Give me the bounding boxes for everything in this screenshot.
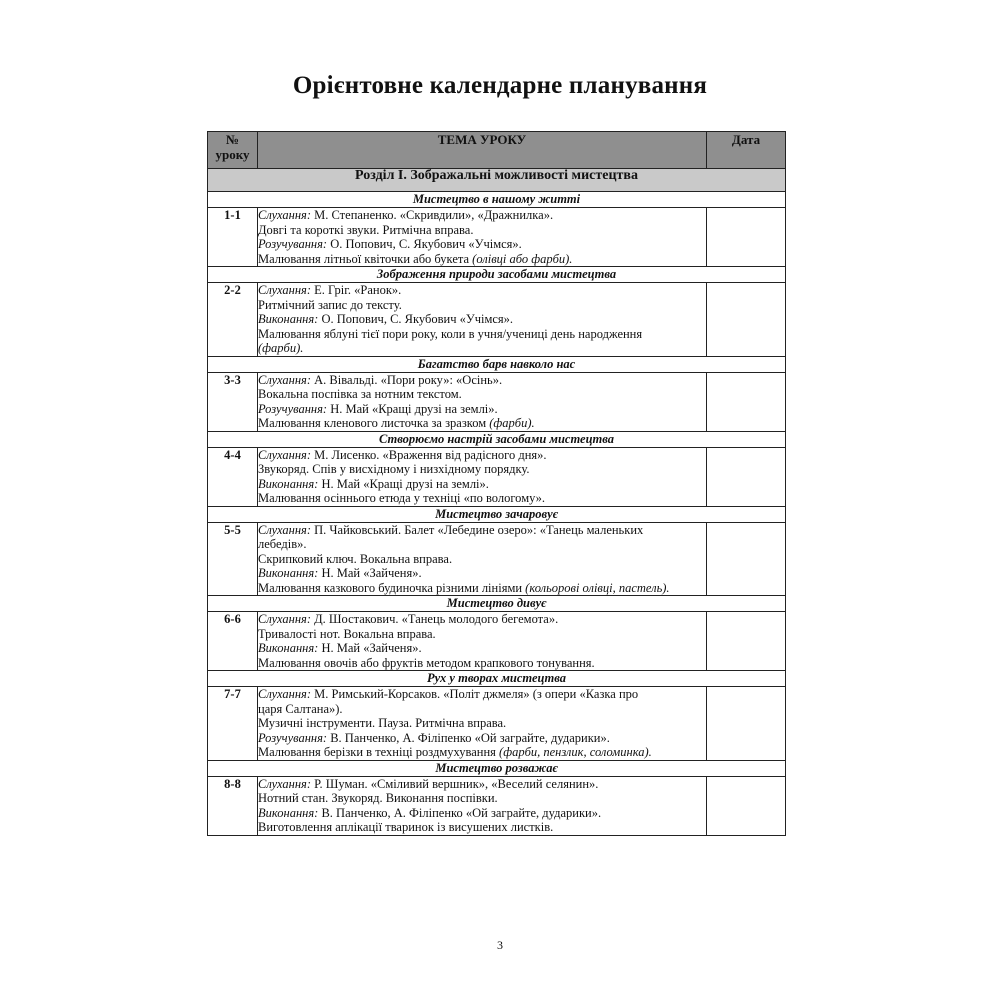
- lesson-row: [208, 208, 786, 267]
- lesson-line: [258, 581, 706, 596]
- lesson-date: [707, 612, 786, 671]
- lesson-line: [258, 627, 706, 642]
- topic-row: [208, 671, 786, 687]
- calendar-plan-table: [207, 131, 786, 836]
- activity-label: Розучування:: [258, 730, 328, 745]
- lesson-line: [258, 523, 706, 538]
- lesson-number: 7-7: [208, 687, 258, 761]
- lesson-row: [208, 372, 786, 431]
- lesson-content: [258, 208, 707, 267]
- lesson-line: [258, 252, 706, 267]
- lesson-line: [258, 283, 706, 298]
- activity-text: О. Попович, С. Якубович «Учімся».: [318, 312, 514, 326]
- topic-row: [208, 431, 786, 447]
- lesson-date: [707, 522, 786, 596]
- lesson-content: [258, 522, 707, 596]
- lesson-line: [258, 687, 706, 702]
- activity-text: П. Чайковський. Балет «Лебедине озеро»: «Танець маленьких: [311, 522, 644, 537]
- lesson-line: [258, 298, 706, 313]
- activity-text: Вокальна поспівка за нотним текстом.: [258, 387, 462, 401]
- lesson-line: [258, 416, 706, 431]
- lesson-line: [258, 387, 706, 402]
- lesson-date: [707, 283, 786, 357]
- lesson-content: [258, 447, 707, 506]
- lesson-row: [208, 612, 786, 671]
- section-row: [208, 169, 786, 192]
- topic-row: [208, 596, 786, 612]
- lesson-number: 5-5: [208, 522, 258, 596]
- lesson-line: [258, 777, 706, 792]
- lesson-line: [258, 806, 706, 821]
- activity-text: Н. Май «Зайченя».: [318, 566, 422, 580]
- activity-label: Слухання:: [258, 522, 312, 537]
- lesson-line: [258, 716, 706, 731]
- lesson-number: 4-4: [208, 447, 258, 506]
- lesson-line: [258, 208, 706, 223]
- materials-note: (олівці або фарби).: [472, 251, 573, 266]
- activity-label: Слухання:: [258, 283, 312, 297]
- lesson-content: [258, 283, 707, 357]
- lesson-line: [258, 373, 706, 388]
- lesson-line: [258, 791, 706, 806]
- topic-row: [208, 760, 786, 776]
- activity-text: М. Римський-Корсаков. «Політ джмеля» (з опери «Казка про: [311, 687, 639, 701]
- activity-text: Малювання літньої квіточки або букета: [258, 251, 473, 266]
- lesson-line: [258, 402, 706, 417]
- activity-text: Малювання яблуні тієї пори року, коли в учня/учениці день народження: [258, 326, 643, 341]
- lesson-line: [258, 237, 706, 252]
- lesson-row: [208, 687, 786, 761]
- materials-note: (фарби, пензлик, соломинка).: [499, 745, 652, 759]
- activity-text: Малювання овочів або фруктів методом крапкового тонування.: [258, 655, 595, 670]
- topic-row: [208, 192, 786, 208]
- activity-text: Виготовлення аплікації тваринок із висушених листків.: [258, 820, 554, 834]
- topic-title: Мистецтво зачаровує: [208, 506, 786, 522]
- activity-label: Виконання:: [258, 476, 319, 491]
- lesson-content: [258, 372, 707, 431]
- header-lesson-number: № уроку: [208, 132, 258, 169]
- topic-title: Мистецтво дивує: [208, 596, 786, 612]
- topic-title: Мистецтво в нашому житті: [208, 192, 786, 208]
- lesson-line: [258, 745, 706, 760]
- activity-label: Розучування:: [258, 237, 328, 251]
- lesson-line: [258, 731, 706, 746]
- header-date: Дата: [707, 132, 786, 169]
- activity-label: Слухання:: [258, 447, 312, 462]
- topic-row: [208, 267, 786, 283]
- activity-text: Н. Май «Кращі друзі на землі».: [327, 401, 498, 416]
- activity-label: Слухання:: [258, 372, 312, 387]
- lesson-line: [258, 641, 706, 656]
- activity-label: Розучування:: [258, 401, 328, 416]
- header-lesson-topic: ТЕМА УРОКУ: [258, 132, 707, 169]
- lesson-content: [258, 612, 707, 671]
- lesson-line: [258, 702, 706, 717]
- lesson-date: [707, 372, 786, 431]
- lesson-number: 2-2: [208, 283, 258, 357]
- activity-label: Виконання:: [258, 566, 319, 580]
- activity-text: Скрипковий ключ. Вокальна вправа.: [258, 551, 453, 566]
- activity-text: Малювання казкового будиночка різними лініями: [258, 580, 526, 595]
- lesson-line: [258, 612, 706, 627]
- activity-text: Нотний стан. Звукоряд. Виконання поспівки.: [258, 791, 498, 805]
- materials-note: (фарби).: [258, 341, 304, 355]
- activity-text: Музичні інструменти. Пауза. Ритмічна вправа.: [258, 716, 507, 730]
- lesson-number: 3-3: [208, 372, 258, 431]
- lesson-number: 1-1: [208, 208, 258, 267]
- lesson-row: [208, 776, 786, 835]
- activity-text: Малювання осіннього етюда у техніці «по вологому».: [258, 491, 546, 505]
- activity-label: Слухання:: [258, 208, 312, 222]
- activity-text: В. Панченко, А. Філіпенко «Ой заграйте, дударики».: [327, 730, 610, 745]
- lesson-row: [208, 522, 786, 596]
- lesson-line: [258, 656, 706, 671]
- activity-label: Виконання:: [258, 312, 319, 326]
- topic-row: [208, 506, 786, 522]
- activity-text: Е. Гріг. «Ранок».: [311, 283, 402, 297]
- activity-label: Слухання:: [258, 612, 312, 626]
- lesson-row: [208, 447, 786, 506]
- activity-text: Малювання кленового листочка за зразком: [258, 416, 490, 430]
- activity-text: М. Лисенко. «Враження від радісного дня».: [311, 447, 547, 462]
- activity-text: Н. Май «Кращі друзі на землі».: [318, 476, 489, 491]
- lesson-content: [258, 776, 707, 835]
- activity-text: Д. Шостакович. «Танець молодого бегемота».: [311, 612, 559, 626]
- lesson-line: [258, 341, 706, 356]
- lesson-line: [258, 462, 706, 477]
- page-number: 3: [497, 938, 503, 952]
- topic-title: Рух у творах мистецтва: [208, 671, 786, 687]
- lesson-line: [258, 312, 706, 327]
- activity-text: Довгі та короткі звуки. Ритмічна вправа.: [258, 222, 474, 237]
- lesson-date: [707, 776, 786, 835]
- lesson-date: [707, 687, 786, 761]
- materials-note: (фарби).: [489, 416, 535, 430]
- activity-text: О. Попович, С. Якубович «Учімся».: [327, 237, 522, 251]
- materials-note: (кольорові олівці, пастель).: [525, 580, 670, 595]
- lesson-number: 6-6: [208, 612, 258, 671]
- topic-title: Створюємо настрій засобами мистецтва: [208, 431, 786, 447]
- activity-label: Виконання:: [258, 641, 319, 655]
- lesson-line: [258, 327, 706, 342]
- lesson-date: [707, 208, 786, 267]
- activity-text: М. Степаненко. «Скривдили», «Дражнилка».: [311, 208, 554, 222]
- topic-title: Зображення природи засобами мистецтва: [208, 267, 786, 283]
- activity-text: Тривалості нот. Вокальна вправа.: [258, 626, 436, 641]
- activity-label: Виконання:: [258, 805, 319, 820]
- lesson-line: [258, 491, 706, 506]
- lesson-date: [707, 447, 786, 506]
- activity-text: царя Салтана»).: [258, 701, 343, 716]
- lesson-line: [258, 552, 706, 567]
- activity-text: В. Панченко, А. Філіпенко «Ой заграйте, дударики».: [318, 805, 602, 820]
- lesson-line: [258, 566, 706, 581]
- activity-label: Слухання:: [258, 776, 312, 791]
- lesson-line: [258, 223, 706, 238]
- page-title: Орієнтовне календарне планування: [292, 72, 708, 99]
- lesson-number: 8-8: [208, 776, 258, 835]
- activity-text: Звукоряд. Спів у висхідному і низхідному порядку.: [258, 462, 530, 476]
- activity-text: Малювання берізки в техніці роздмухування: [258, 745, 500, 759]
- lesson-line: [258, 477, 706, 492]
- activity-text: Ритмічний запис до тексту.: [258, 297, 402, 312]
- lesson-line: [258, 537, 706, 552]
- lesson-line: [258, 820, 706, 835]
- activity-text: А. Вівальді. «Пори року»: «Осінь».: [311, 372, 503, 387]
- lesson-content: [258, 687, 707, 761]
- activity-text: Р. Шуман. «Сміливий вершник», «Веселий селянин».: [311, 776, 599, 791]
- activity-text: Н. Май «Зайченя».: [318, 641, 422, 655]
- section-title: Розділ I. Зображальні можливості мистецтва: [208, 169, 786, 192]
- activity-label: Слухання:: [258, 687, 312, 701]
- lesson-line: [258, 448, 706, 463]
- topic-row: [208, 356, 786, 372]
- table-header-row: [208, 132, 786, 169]
- activity-text: лебедів».: [258, 537, 307, 551]
- topic-title: Мистецтво розважає: [208, 760, 786, 776]
- lesson-row: [208, 283, 786, 357]
- topic-title: Багатство барв навколо нас: [208, 356, 786, 372]
